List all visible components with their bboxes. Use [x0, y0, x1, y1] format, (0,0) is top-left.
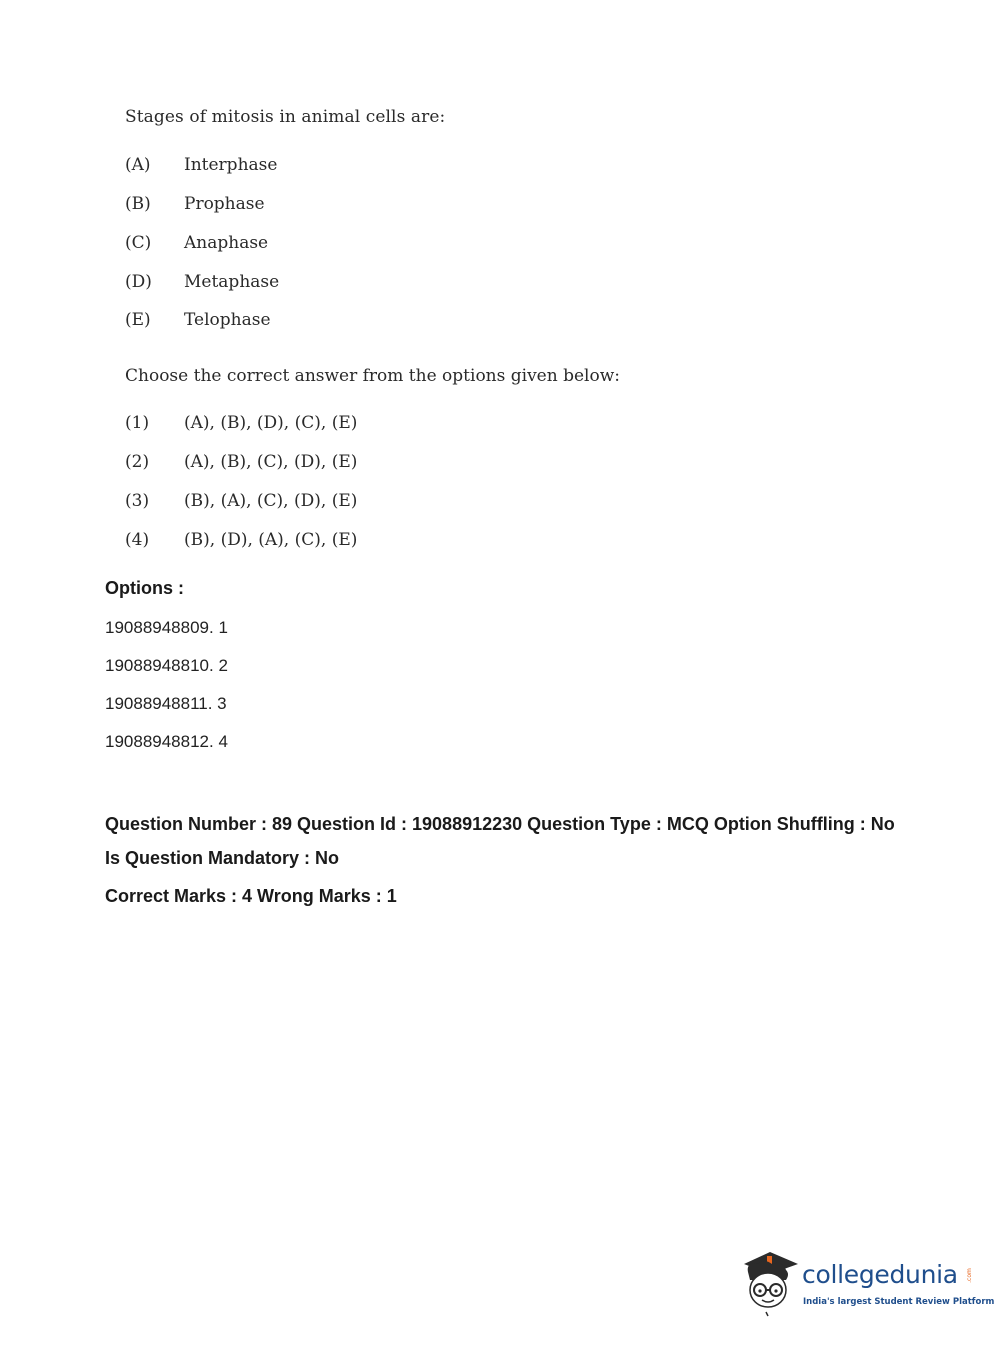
question-stem: Stages of mitosis in animal cells are:	[125, 107, 446, 127]
option-line-2: 19088948810. 2	[105, 656, 228, 675]
question-marks-line: Correct Marks : 4 Wrong Marks : 1	[105, 886, 397, 906]
mascot-icon	[740, 1250, 802, 1320]
question-mandatory-line: Is Question Mandatory : No	[105, 848, 340, 868]
choice-text: (B), (A), (C), (D), (E)	[184, 491, 358, 511]
logo-tagline: India's largest Student Review Platform	[803, 1297, 995, 1307]
option-line-1: 19088948809. 1	[105, 618, 228, 637]
instruction-text: Choose the correct answer from the options given below:	[125, 366, 620, 386]
choice-text: (A), (B), (D), (C), (E)	[184, 413, 358, 433]
logo-suffix: .com	[965, 1268, 973, 1283]
item-key: (B)	[125, 194, 151, 214]
item-text: Interphase	[184, 155, 278, 175]
options-title: Options :	[105, 578, 184, 598]
option-line-3: 19088948811. 3	[105, 694, 227, 713]
question-meta-line: Question Number : 89 Question Id : 19088912230 Question Type : MCQ Option Shuffling : No	[105, 814, 895, 834]
item-text: Anaphase	[184, 233, 269, 253]
choice-1	[125, 413, 357, 433]
item-d	[125, 272, 279, 292]
item-b	[125, 194, 265, 214]
item-c	[125, 233, 268, 253]
choice-text: (A), (B), (C), (D), (E)	[184, 452, 358, 472]
item-key: (C)	[125, 233, 152, 253]
choice-key: (4)	[125, 530, 150, 550]
collegedunia-logo	[740, 1250, 995, 1320]
item-key: (A)	[125, 155, 151, 175]
choice-4	[125, 530, 357, 550]
choice-2	[125, 452, 357, 472]
item-text: Prophase	[184, 194, 265, 214]
option-line-4: 19088948812. 4	[105, 732, 228, 751]
choice-text: (B), (D), (A), (C), (E)	[184, 530, 358, 550]
item-e	[125, 310, 271, 330]
choice-key: (3)	[125, 491, 150, 511]
item-a	[125, 155, 277, 175]
choice-key: (1)	[125, 413, 150, 433]
item-text: Metaphase	[184, 272, 280, 292]
choice-3	[125, 491, 357, 511]
logo-wordmark: collegedunia	[802, 1260, 958, 1289]
item-text: Telophase	[184, 310, 271, 330]
item-key: (E)	[125, 310, 151, 330]
item-key: (D)	[125, 272, 152, 292]
choice-key: (2)	[125, 452, 150, 472]
